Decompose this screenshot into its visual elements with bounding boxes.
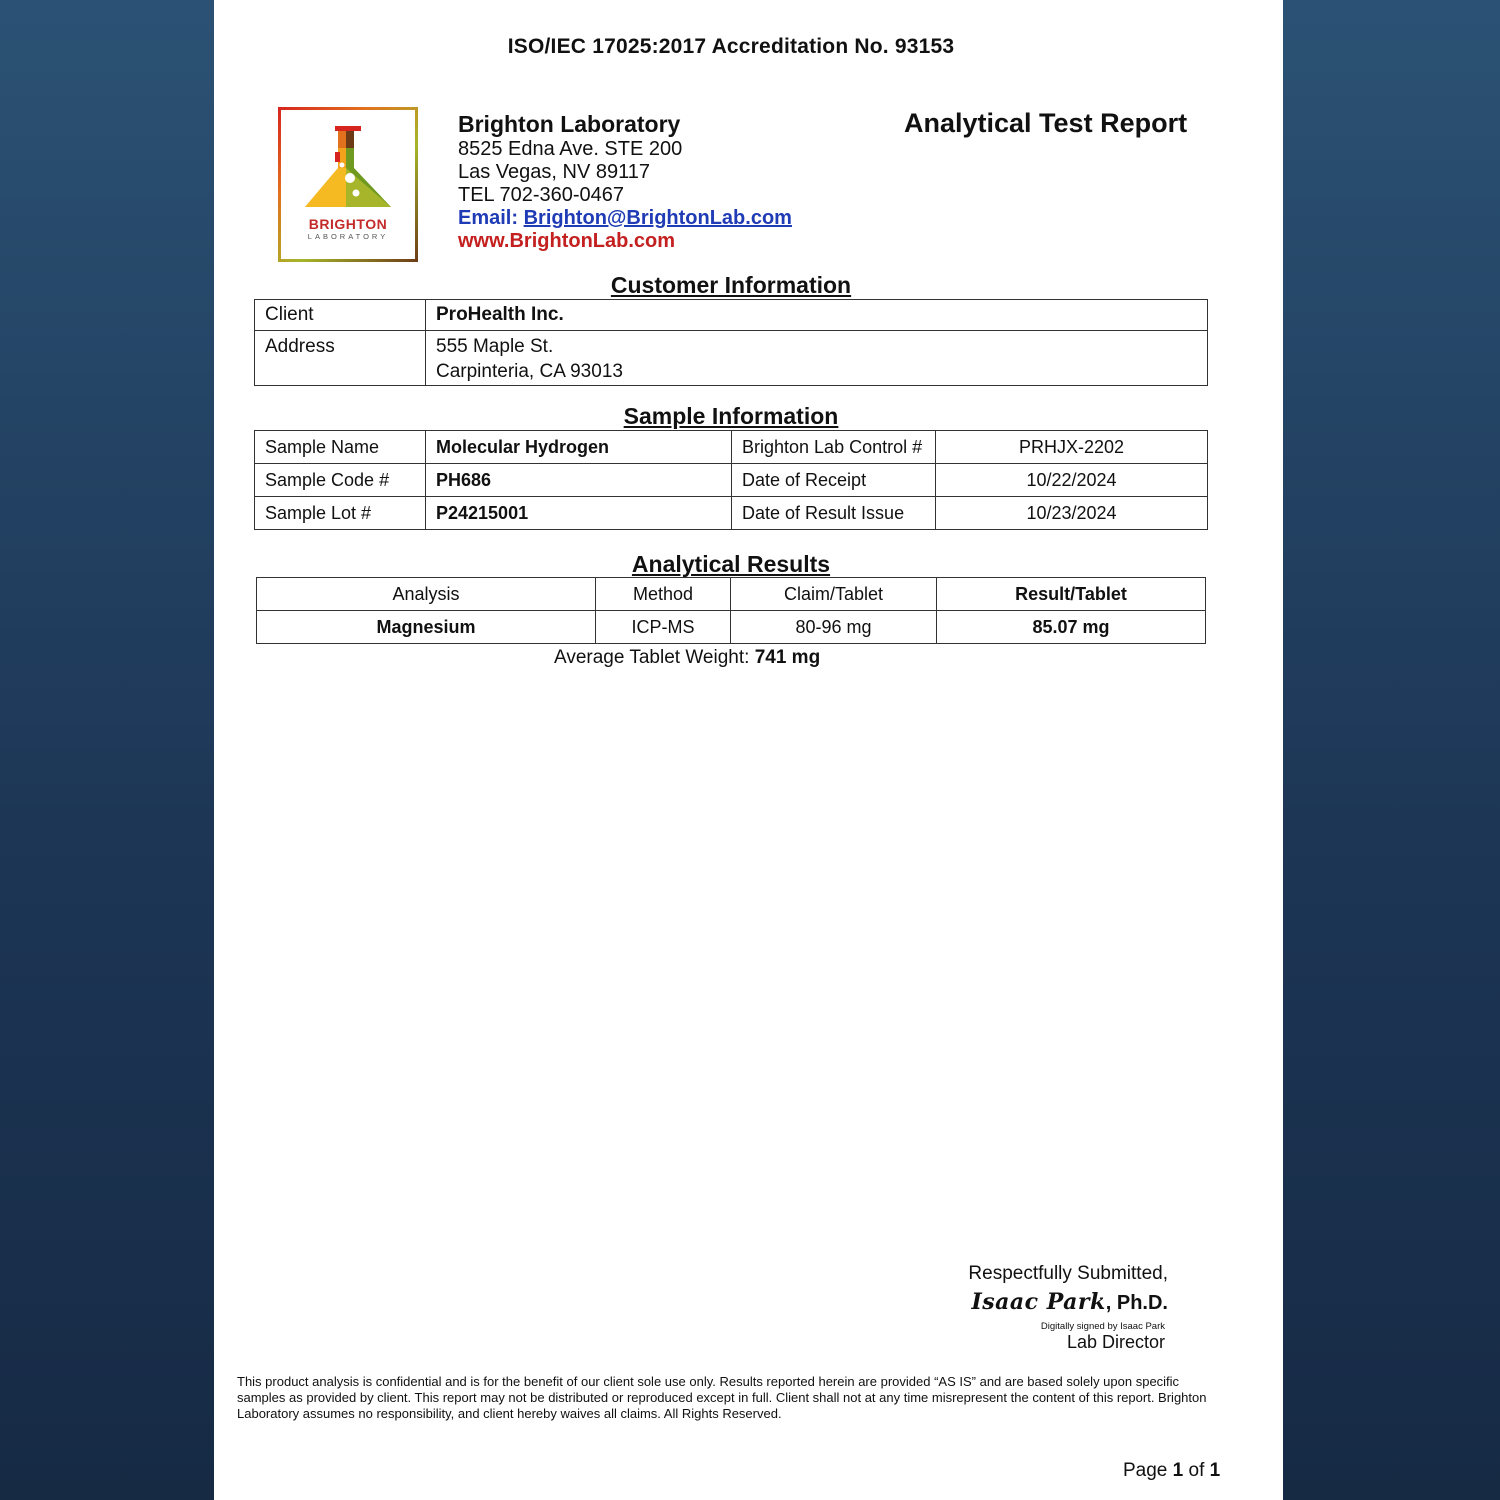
digital-signature-note: Digitally signed by Isaac Park — [1040, 1321, 1165, 1332]
sample-table — [254, 430, 1208, 530]
sample-lot-value: P24215001 — [426, 497, 732, 530]
address-label: Address — [255, 331, 426, 386]
lab-email-line — [458, 207, 792, 230]
lab-address-line2: Las Vegas, NV 89117 — [458, 161, 650, 183]
sample-code-label: Sample Code # — [255, 464, 426, 497]
accreditation-line: ISO/IEC 17025:2017 Accreditation No. 93153 — [507, 35, 955, 58]
header-result: Result/Tablet — [937, 578, 1206, 611]
page-word: Page — [1123, 1460, 1168, 1481]
claim-value: 80-96 mg — [731, 611, 937, 644]
table-row — [255, 464, 1208, 497]
logo-subtitle: LABORATORY — [307, 232, 389, 241]
sample-name-label: Sample Name — [255, 431, 426, 464]
avg-value: 741 mg — [754, 647, 821, 668]
sample-code-value: PH686 — [426, 464, 732, 497]
sample-name-value: Molecular Hydrogen — [426, 431, 732, 464]
logo-name: BRIGHTON — [308, 216, 388, 232]
signature-block — [914, 1263, 1168, 1353]
website-link[interactable]: www.BrightonLab.com — [458, 230, 676, 252]
analysis-value: Magnesium — [257, 611, 596, 644]
client-value: ProHealth Inc. — [426, 300, 1208, 331]
email-label: Email: — [458, 207, 519, 229]
total-pages: 1 — [1209, 1460, 1221, 1481]
customer-table — [254, 299, 1208, 386]
control-number-value: PRHJX-2202 — [936, 431, 1208, 464]
method-value: ICP-MS — [596, 611, 731, 644]
signer-title: Lab Director — [1066, 1332, 1165, 1352]
average-tablet-weight — [554, 647, 820, 669]
brighton-logo — [278, 107, 418, 262]
email-link[interactable]: Brighton@BrightonLab.com — [523, 207, 792, 229]
page-number — [1123, 1460, 1220, 1482]
header-method: Method — [596, 578, 731, 611]
sample-section-title: Sample Information — [623, 403, 839, 429]
result-value: 85.07 mg — [937, 611, 1206, 644]
results-table — [256, 577, 1206, 644]
report-title: Analytical Test Report — [904, 108, 1188, 138]
table-row — [255, 497, 1208, 530]
address-line1: 555 Maple St. — [436, 336, 554, 357]
of-word: of — [1188, 1460, 1205, 1481]
issue-date-label: Date of Result Issue — [732, 497, 936, 530]
lab-address-line1: 8525 Edna Ave. STE 200 — [458, 138, 683, 160]
header-claim: Claim/Tablet — [731, 578, 937, 611]
disclaimer: This product analysis is confidential and is for the benefit of our client sole use only. Results reported herein are provided “AS IS” and are based solely upon specific samples as provided by client. This report may not be distributed or reproduced except in full. Client shall not at any time misrepresent the content of this report. Brighton Laboratory assumes no responsibility, and client hereby waives all claims. All Rights Reserved. — [237, 1374, 1207, 1421]
signature-script: Isaac Park — [971, 1289, 1106, 1315]
table-row — [255, 331, 1208, 386]
header-analysis: Analysis — [257, 578, 596, 611]
table-row — [257, 611, 1206, 644]
signer-line — [914, 1289, 1168, 1315]
issue-date-value: 10/23/2024 — [936, 497, 1208, 530]
table-header-row — [257, 578, 1206, 611]
lab-info — [458, 111, 792, 253]
address-line2: Carpinteria, CA 93013 — [436, 361, 623, 382]
signer-degree: , Ph.D. — [1105, 1292, 1168, 1314]
receipt-date-value: 10/22/2024 — [936, 464, 1208, 497]
address-value — [426, 331, 1208, 386]
current-page: 1 — [1172, 1460, 1184, 1481]
respectfully-submitted: Respectfully Submitted, — [968, 1263, 1168, 1284]
results-section-title: Analytical Results — [631, 551, 831, 577]
lab-phone: TEL 702-360-0467 — [458, 184, 625, 206]
table-row — [255, 431, 1208, 464]
sample-lot-label: Sample Lot # — [255, 497, 426, 530]
control-number-label: Brighton Lab Control # — [732, 431, 936, 464]
lab-name: Brighton Laboratory — [458, 111, 681, 137]
receipt-date-label: Date of Receipt — [732, 464, 936, 497]
table-row — [255, 300, 1208, 331]
avg-label: Average Tablet Weight: — [554, 647, 750, 668]
client-label: Client — [255, 300, 426, 331]
customer-section-title: Customer Information — [610, 272, 852, 298]
report-page — [214, 0, 1283, 1500]
